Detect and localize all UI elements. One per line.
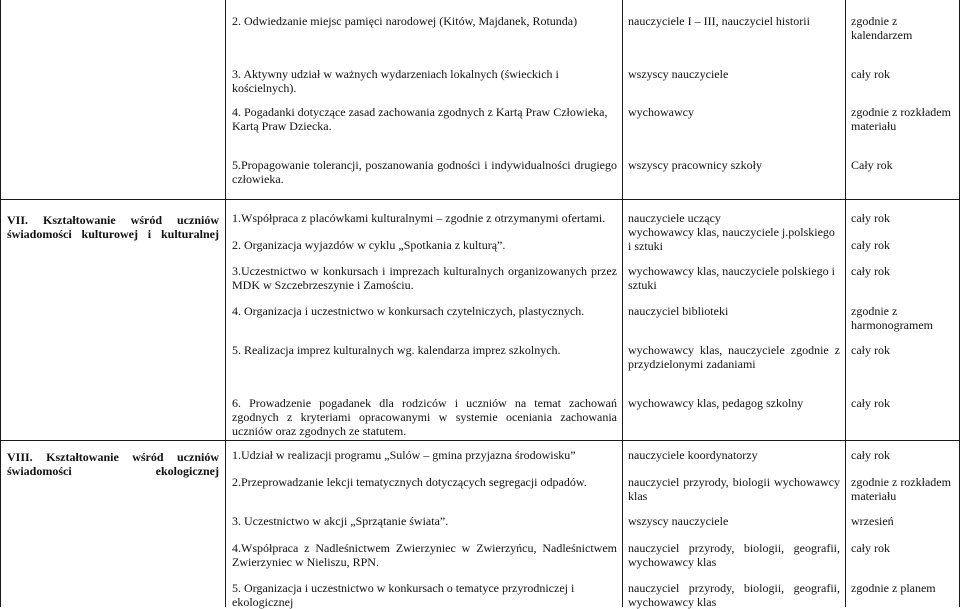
task-text: 3. Uczestnictwo w akcji „Sprzątanie świata”. (232, 514, 449, 528)
timing-text: zgodnie z harmonogramem (851, 304, 933, 332)
task-text: 3. Aktywny udział w ważnych wydarzeniach lokalnych (świeckich i kościelnych). (232, 67, 559, 95)
timing-text: cały rok (851, 264, 890, 278)
responsible-text: nauczyciele koordynatorzy (628, 448, 758, 462)
timing-text: cały rok (851, 541, 890, 555)
timing-text: cały rok (851, 343, 890, 357)
timing-text: cały rok (851, 396, 890, 410)
section-divider-vii (0, 199, 960, 200)
task-text: 2. Organizacja wyjazdów w cyklu „Spotkania z kulturą”. (232, 238, 506, 252)
column-divider-section (225, 0, 226, 607)
responsible-text: nauczyciele uczący (628, 211, 721, 225)
responsible-text: nauczyciele I – III, nauczyciel historii (628, 14, 810, 28)
task-text: 4.Współpraca z Nadleśnictwem Zwierzyniec w Zwierzyńcu, Nadleśnictwem Zwierzyniec w Nieliszu, RPN. (232, 541, 617, 569)
timing-text: cały rok (851, 211, 890, 225)
section-divider-viii (0, 440, 960, 441)
responsible-text: nauczyciel przyrody, biologii, geografii, wychowawcy klas (628, 541, 840, 569)
responsible-text: wychowawcy klas, nauczyciele polskiego i sztuki (628, 264, 835, 292)
task-text: 5. Realizacja imprez kulturalnych wg. kalendarza imprez szkolnych. (232, 343, 561, 357)
task-text: 1.Współpraca z placówkami kulturalnymi – zgodnie z otrzymanymi ofertami. (232, 211, 606, 225)
timing-text: zgodnie z kalendarzem (851, 14, 913, 42)
table-border-left (0, 0, 1, 607)
responsible-text: nauczyciel przyrody, biologii wychowawcy klas (628, 475, 840, 503)
responsible-text: wszyscy nauczyciele (628, 514, 729, 528)
task-text: 4. Organizacja i uczestnictwo w konkursach czytelniczych, plastycznych. (232, 304, 585, 318)
responsible-text: wszyscy pracownicy szkoły (628, 158, 762, 172)
responsible-text: nauczyciel biblioteki (628, 304, 729, 318)
section-viii-label: VIII. Kształtowanie wśród uczniów świadomości ekologicznej (7, 450, 219, 478)
timing-text: cały rok (851, 67, 890, 81)
timing-text: zgodnie z rozkładem materiału (851, 105, 951, 133)
task-text: 2.Przeprowadzanie lekcji tematycznych dotyczących segregacji odpadów. (232, 475, 587, 489)
task-text: 1.Udział w realizacji programu „Sulów – gmina przyjazna środowisku” (232, 448, 576, 462)
timing-text: zgodnie z rozkładem materiału (851, 475, 951, 503)
task-text: 5.Propagowanie tolerancji, poszanowania godności i indywidualności drugiego człowieka. (232, 158, 617, 186)
responsible-text: wszyscy nauczyciele (628, 67, 729, 81)
timing-text: cały rok (851, 448, 890, 462)
task-text: 4. Pogadanki dotyczące zasad zachowania zgodnych z Kartą Praw Człowieka, Kartą Praw Dziecka. (232, 105, 608, 133)
timing-text: Cały rok (851, 158, 893, 172)
task-text: 3.Uczestnictwo w konkursach i imprezach kulturalnych organizowanych przez MDK w Szczebrzeszynie i Zamościu. (232, 264, 617, 292)
task-text: 5. Organizacja i uczestnictwo w konkursach o tematyce przyrodniczej i ekologicznej (232, 581, 575, 609)
responsible-text: nauczyciel przyrody, biologii, geografii, wychowawcy klas (628, 581, 840, 609)
responsible-text: wychowawcy klas, nauczyciele zgodnie z przydzielonymi zadaniami (628, 343, 840, 371)
section-vii-label: VII. Kształtowanie wśród uczniów świadomości kulturowej i kulturalnej (7, 213, 219, 241)
task-text: 6. Prowadzenie pogadanek dla rodziców i uczniów na temat zachowań zgodnych z kryteriami opracowanymi w systemie oceniania zachowania uczniów oraz zgodnych ze statutem. (232, 396, 617, 438)
timing-text: zgodnie z planem (851, 581, 936, 595)
responsible-text: wychowawcy (628, 105, 694, 119)
column-divider-responsible (845, 0, 846, 607)
timing-text: cały rok (851, 238, 890, 252)
responsible-text: wychowawcy klas, pedagog szkolny (628, 396, 804, 410)
column-divider-task (622, 0, 623, 607)
responsible-text: wychowawcy klas, nauczyciele j.polskiego i sztuki (628, 225, 835, 253)
timing-text: wrzesień (851, 514, 894, 528)
task-text: 2. Odwiedzanie miejsc pamięci narodowej (Kitów, Majdanek, Rotunda) (232, 14, 578, 28)
